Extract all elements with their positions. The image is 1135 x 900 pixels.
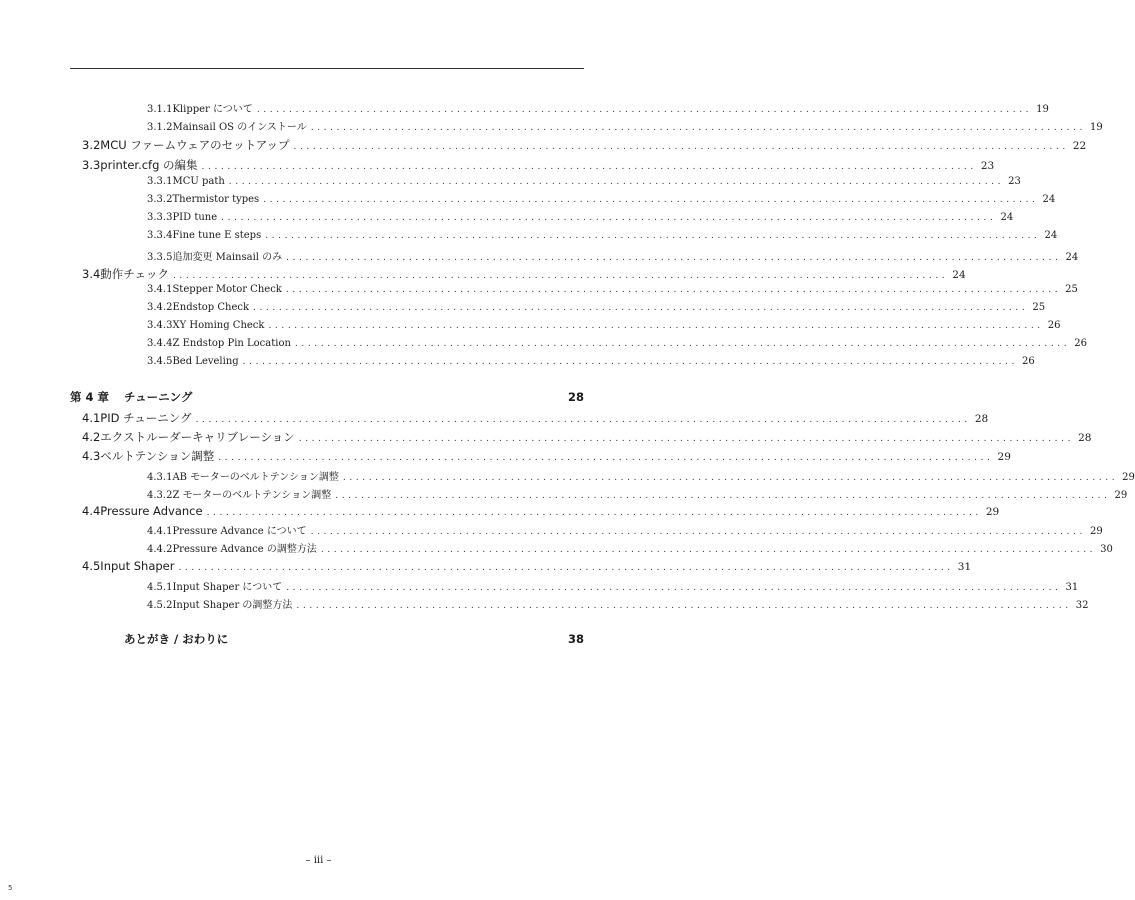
toc-entry-title: 動作チェック	[100, 267, 169, 281]
toc-entry-title: XY Homing Check	[172, 320, 265, 331]
toc-entry-page: 31	[957, 561, 972, 573]
toc-entry-page: 28	[1078, 432, 1092, 444]
dot-leader: ........................................................................................................................	[310, 123, 1087, 133]
toc-entry-sub	[147, 302, 1046, 313]
toc-entry-page: 30	[1100, 544, 1113, 555]
header-rule	[70, 68, 584, 69]
toc-entry-title: Mainsail OS のインストール	[172, 122, 307, 133]
toc-entry-page: 25	[1032, 302, 1046, 313]
toc-entry-chap	[70, 631, 584, 647]
toc-entry-page: 28	[974, 413, 989, 425]
dot-leader: ........................................................................................................................	[268, 321, 1044, 331]
toc-entry-page: 29	[985, 506, 1000, 518]
toc-entry-number: 3.4.5	[147, 356, 173, 367]
toc-entry-number: 4.5.2	[147, 600, 173, 611]
toc-entry-sub	[147, 486, 1128, 501]
toc-entry-title: Pressure Advance	[100, 504, 203, 518]
toc-entry-page: 26	[1074, 338, 1087, 349]
toc-entry-page: 23	[980, 160, 995, 172]
toc-entry-sec	[82, 559, 972, 573]
toc-entry-title: Z Endstop Pin Location	[172, 338, 291, 349]
toc-entry-page: 23	[1008, 176, 1021, 187]
toc-entry-title: printer.cfg の編集	[100, 158, 198, 172]
toc-entry-title: Thermistor types	[172, 194, 260, 205]
toc-entry-sub	[147, 596, 1089, 611]
toc-entry-title: Fine tune E steps	[172, 230, 262, 241]
toc-entry-page: 29	[1122, 472, 1135, 483]
page-number: – iii –	[305, 855, 332, 866]
dot-leader: ........................................................................................................................	[256, 105, 1033, 115]
toc-entry-page: 32	[1075, 600, 1089, 611]
toc-entry-page: 19	[1036, 104, 1049, 115]
toc-entry-number: 3.1.1	[147, 104, 173, 115]
toc-entry-title: Pressure Advance の調整方法	[172, 544, 317, 555]
toc-entry-sub	[147, 522, 1103, 537]
toc-entry-page: 26	[1021, 356, 1035, 367]
toc-entry-title: Input Shaper	[100, 559, 175, 573]
dot-leader: ........................................................................................................................	[286, 583, 1062, 593]
toc-entry-page: 29	[997, 451, 1011, 463]
toc-entry-number: 4.2	[82, 430, 101, 444]
toc-entry-number: 4.3.1	[147, 472, 173, 483]
toc-entry-number: 3.3.3	[147, 212, 173, 223]
toc-entry-number: 4.4.2	[147, 544, 173, 555]
toc-entry-sub	[147, 100, 1049, 115]
dot-leader: ........................................................................................................................	[320, 545, 1097, 555]
toc-entry-page: 26	[1047, 320, 1061, 331]
dot-leader: ........................................................................................................................	[263, 195, 1039, 205]
toc-entry-number: 3.4.4	[147, 338, 173, 349]
toc-entry-number: 3.2	[82, 138, 101, 152]
dot-leader: ........................................................................................................................	[242, 357, 1018, 367]
toc-entry-sub	[147, 320, 1061, 331]
dot-leader: ........................................................................................................................	[221, 213, 997, 223]
toc-entry-number: 3.1.2	[147, 122, 173, 133]
toc-entry-page: 24	[1042, 194, 1056, 205]
toc-entry-title: あとがき / おわりに	[124, 632, 229, 646]
toc-entry-page: 38	[567, 632, 584, 646]
dot-leader: ........................................................................................................................	[286, 253, 1062, 263]
toc-entry-sec	[82, 157, 995, 173]
toc-entry-title: Z モーターのベルトテンション調整	[172, 490, 332, 501]
toc-entry-title: Input Shaper の調整方法	[172, 600, 293, 611]
toc-entry-sub	[147, 468, 1135, 483]
toc-entry-sub	[147, 176, 1021, 187]
toc-entry-title: ベルトテンション調整	[100, 449, 215, 463]
toc-entry-sec	[82, 137, 1087, 153]
dot-leader: ........................................................................................................................	[296, 601, 1072, 611]
toc-entry-title: チューニング	[124, 390, 193, 404]
toc-entry-sec	[82, 410, 989, 426]
toc-entry-page: 19	[1090, 122, 1103, 133]
dot-leader: ........................................................................................................................	[293, 142, 1069, 152]
toc-entry-sub	[147, 230, 1058, 241]
toc-entry-number: 3.3	[82, 158, 101, 172]
toc-entry-number: 4.1	[82, 411, 101, 425]
toc-entry-sub	[147, 118, 1103, 133]
dot-leader: ........................................................................................................................	[228, 177, 1005, 187]
toc-entry-title: MCU path	[172, 176, 225, 187]
toc-entry-page: 29	[1089, 526, 1103, 537]
toc-entry-number: 4.5.1	[147, 582, 173, 593]
toc-entry-sub	[147, 540, 1113, 555]
toc-entry-chap	[70, 389, 584, 405]
toc-entry-title: エクストルーダーキャリブレーション	[100, 430, 295, 444]
dot-leader: ........................................................................................................................	[294, 339, 1071, 349]
toc-entry-title: 追加変更 Mainsail のみ	[172, 252, 283, 263]
toc-entry-page: 29	[1114, 490, 1128, 501]
dot-leader: ........................................................................................................................	[178, 563, 954, 573]
toc-entry-number: 3.4.1	[147, 284, 173, 295]
dot-leader: ........................................................................................................................	[218, 453, 994, 463]
toc-entry-title: PID tune	[172, 212, 218, 223]
toc-entry-number: 4.3.2	[147, 490, 173, 501]
toc-entry-number: 3.3.5	[147, 252, 173, 263]
toc-entry-page: 24	[1000, 212, 1014, 223]
toc-entry-number: 4.5	[82, 559, 101, 573]
toc-entry-number: 3.3.4	[147, 230, 173, 241]
dot-leader: ........................................................................................................................	[195, 415, 971, 425]
margin-mark: 5	[8, 884, 13, 892]
toc-entry-number: 4.3	[82, 449, 101, 463]
toc-entry-number: 3.4	[82, 267, 101, 281]
toc-entry-number: 3.3.2	[147, 194, 173, 205]
toc-entry-sec	[82, 266, 966, 282]
toc-entry-page: 22	[1072, 140, 1087, 152]
toc-entry-title: MCU ファームウェアのセットアップ	[100, 138, 290, 152]
dot-leader: ........................................................................................................................	[310, 527, 1086, 537]
dot-leader: ........................................................................................................................	[253, 303, 1029, 313]
toc-entry-sub	[147, 248, 1079, 263]
toc-entry-page: 25	[1065, 284, 1078, 295]
toc-entry-title: PID チューニング	[100, 411, 192, 425]
toc-entry-page: 24	[952, 269, 966, 281]
toc-entry-sec	[82, 504, 1000, 518]
dot-leader: ........................................................................................................................	[335, 491, 1111, 501]
toc-entry-page: 24	[1044, 230, 1058, 241]
toc-entry-title: AB モーターのベルトテンション調整	[172, 472, 339, 483]
dot-leader: ........................................................................................................................	[172, 271, 949, 281]
toc-entry-title: Input Shaper について	[172, 582, 283, 593]
dot-leader: ........................................................................................................................	[298, 434, 1075, 444]
toc-entry-sub	[147, 338, 1087, 349]
dot-leader: ........................................................................................................................	[265, 231, 1041, 241]
toc-entry-number: 3.4.2	[147, 302, 173, 313]
dot-leader: ........................................................................................................................	[285, 285, 1062, 295]
dot-leader: ........................................................................................................................	[342, 473, 1119, 483]
toc-entry-sec	[82, 448, 1011, 464]
toc-entry-sub	[147, 194, 1056, 205]
toc-entry-number: 4.4.1	[147, 526, 173, 537]
toc-entry-page: 28	[567, 390, 584, 404]
toc-entry-number: 4.4	[82, 504, 101, 518]
toc-entry-sub	[147, 212, 1014, 223]
dot-leader: ........................................................................................................................	[206, 508, 982, 518]
toc-entry-title: Bed Leveling	[172, 356, 239, 367]
toc-entry-number: 3.3.1	[147, 176, 173, 187]
toc-entry-title: Klipper について	[172, 104, 253, 115]
toc-entry-page: 24	[1065, 252, 1079, 263]
toc-entry-sec	[82, 429, 1092, 445]
toc-entry-title: Pressure Advance について	[172, 526, 307, 537]
toc-entry-title: Endstop Check	[172, 302, 250, 313]
toc-entry-title: Stepper Motor Check	[172, 284, 282, 295]
dot-leader: ........................................................................................................................	[201, 162, 977, 172]
toc-entry-page: 31	[1065, 582, 1079, 593]
toc-entry-number: 3.4.3	[147, 320, 173, 331]
toc-entry-number: 第 4 章	[70, 390, 110, 404]
toc-entry-sub	[147, 578, 1079, 593]
toc-entry-sub	[147, 284, 1078, 295]
toc-entry-sub	[147, 356, 1035, 367]
